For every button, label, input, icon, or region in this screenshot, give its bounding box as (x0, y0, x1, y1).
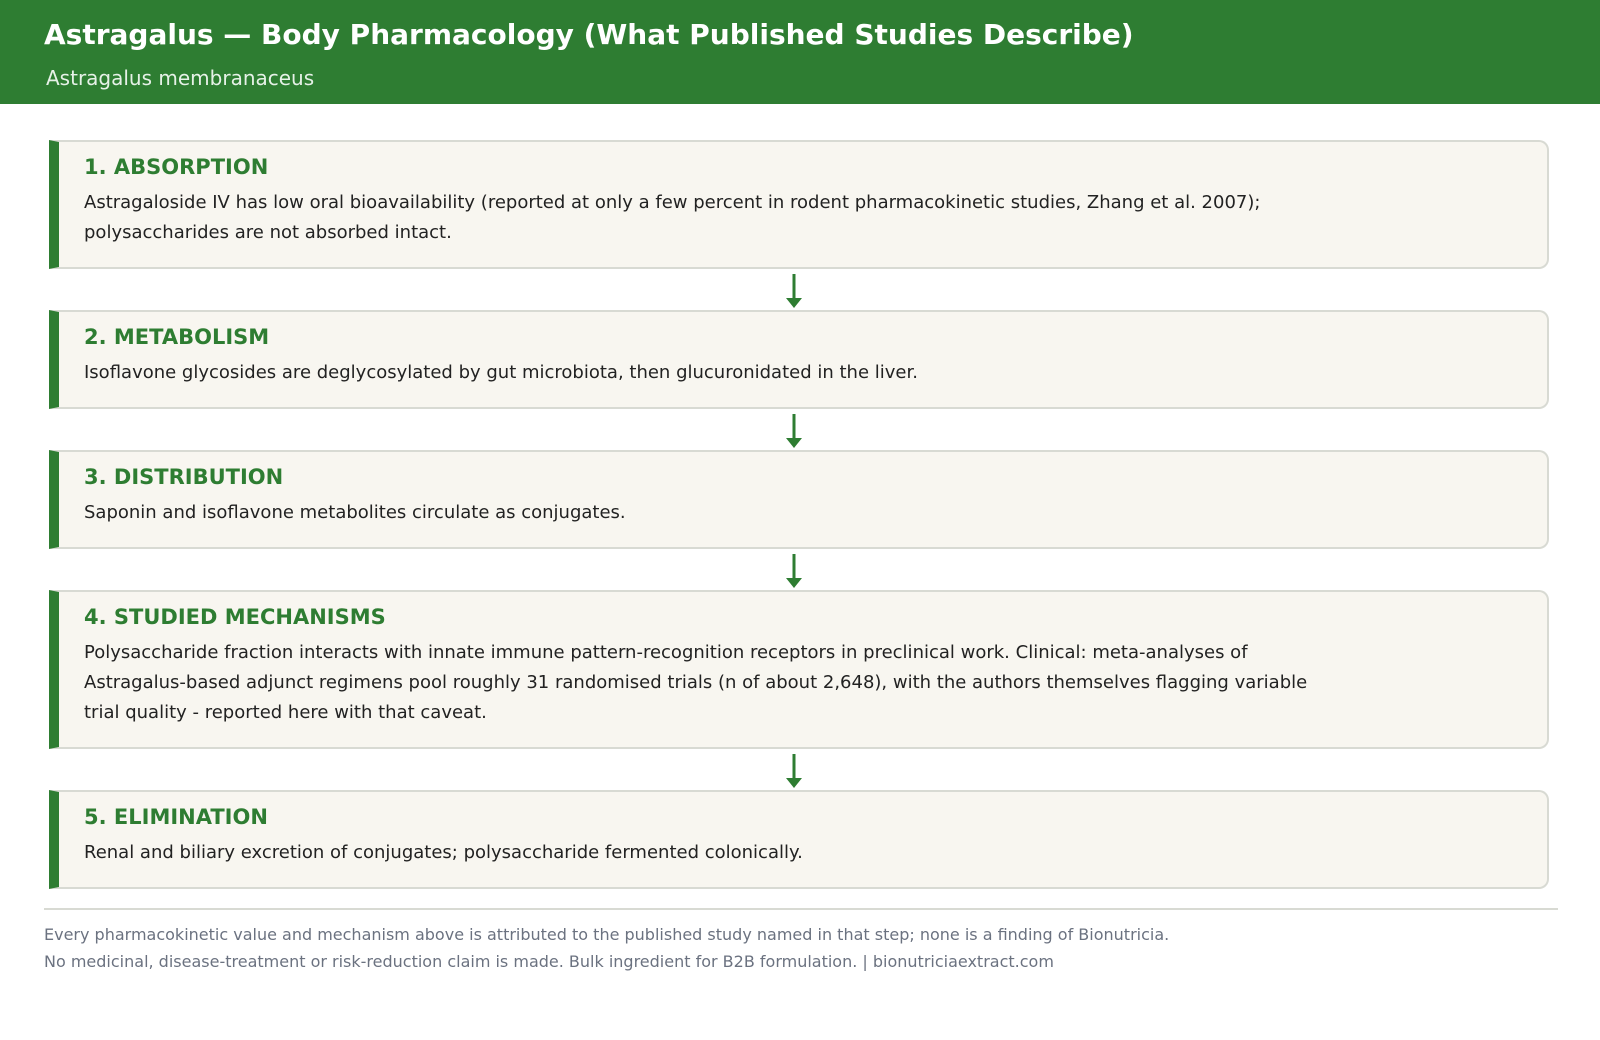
step-title: 3. DISTRIBUTION (84, 465, 284, 489)
footer-claim-notice: No medicinal, disease-treatment or risk-reduction claim is made. Bulk ingredient for B2B formulation. | bionutriciaextract.com (44, 952, 1054, 971)
footer-disclaimer: Every pharmacokinetic value and mechanism above is attributed to the published study named in that step; none is a finding of Bionutricia. (44, 925, 1170, 944)
page-subtitle: Astragalus membranaceus (46, 66, 315, 90)
step-description: Renal and biliary excretion of conjugates; polysaccharide fermented colonically. (84, 842, 803, 863)
step-description: Isoflavone glycosides are deglycosylated by gut microbiota, then glucuronidated in the liver. (84, 362, 918, 383)
step-description: Saponin and isoflavone metabolites circulate as conjugates. (84, 502, 626, 523)
step-title: 1. ABSORPTION (84, 155, 269, 179)
arrow-down-icon (784, 414, 804, 450)
page-title: Astragalus — Body Pharmacology (What Published Studies Describe) (44, 18, 1134, 51)
step-title: 2. METABOLISM (84, 325, 270, 349)
step-card-elimination (49, 790, 1549, 889)
header-banner (0, 0, 1600, 104)
step-description: Polysaccharide fraction interacts with innate immune pattern-recognition receptors in preclinical work. Clinical: meta-analyses of Astragalus-based adjunct regimens pool roughly 31 randomised trials (n of about 2,648), with the authors themselves flagging variable trial quality - reported here with that caveat. (84, 642, 1308, 723)
arrow-down-icon (784, 554, 804, 590)
step-description: Astragaloside IV has low oral bioavailability (reported at only a few percent in rodent pharmacokinetic studies, Zhang et al. 2007); polysaccharides are not absorbed intact. (84, 192, 1261, 243)
arrow-down-icon (784, 754, 804, 790)
step-card-distribution (49, 450, 1549, 549)
step-card-studied-mechanisms (49, 590, 1549, 749)
footer-divider (44, 908, 1558, 910)
step-card-metabolism (49, 310, 1549, 409)
step-title: 4. STUDIED MECHANISMS (84, 605, 386, 629)
step-card-absorption (49, 140, 1549, 269)
arrow-down-icon (784, 274, 804, 310)
step-title: 5. ELIMINATION (84, 805, 268, 829)
